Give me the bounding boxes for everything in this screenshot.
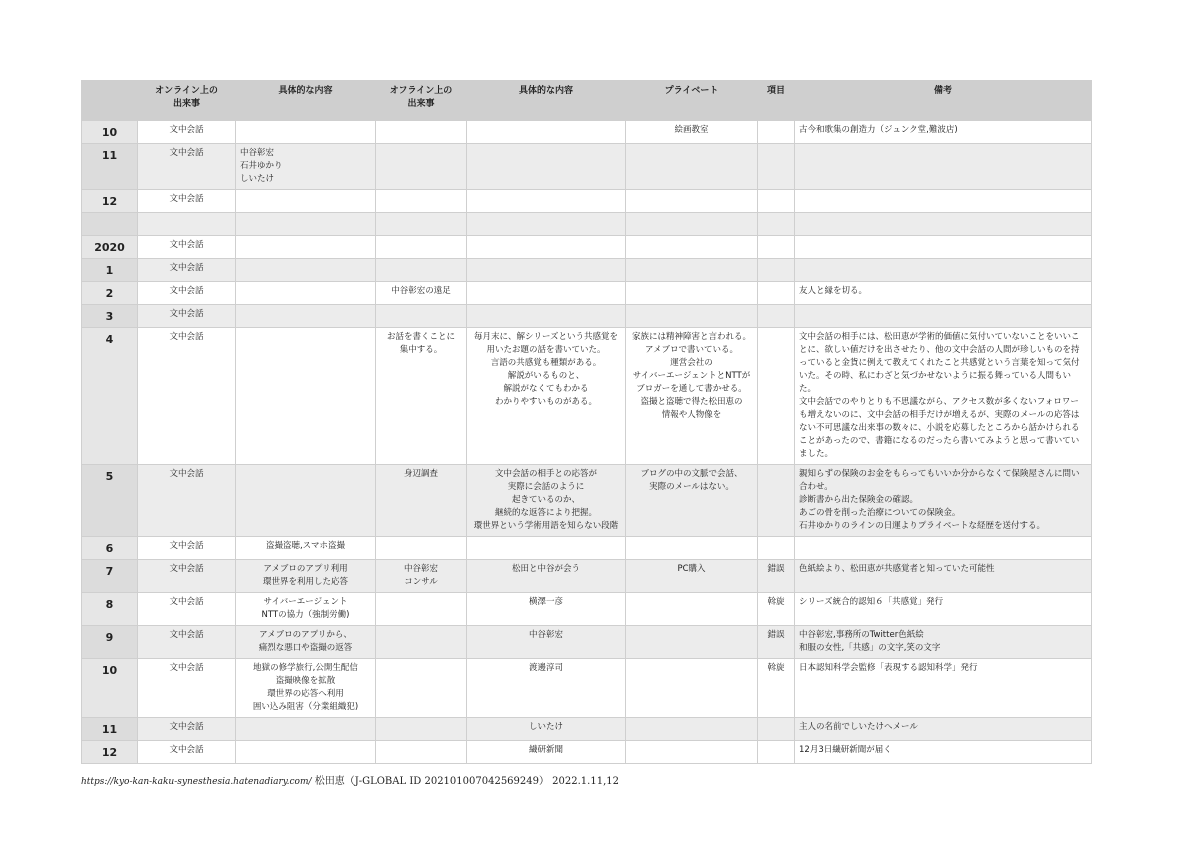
table-row: [82, 741, 1092, 764]
notes-cell: [795, 213, 1092, 236]
online-event-cell: 文中会話: [138, 718, 236, 741]
offline-detail-cell: 中谷彰宏: [467, 626, 626, 659]
offline-event-cell: [376, 626, 467, 659]
offline-detail-cell: [467, 144, 626, 190]
private-cell: [626, 659, 758, 718]
online-detail-cell: [236, 259, 376, 282]
item-cell: [758, 537, 795, 560]
header-offline-events: オフライン上の 出来事: [376, 81, 467, 121]
private-cell: [626, 305, 758, 328]
offline-event-cell: [376, 537, 467, 560]
synesthesia-timeline-table: [81, 80, 1092, 764]
table-row: [82, 282, 1092, 305]
table-row: [82, 190, 1092, 213]
private-cell: [626, 282, 758, 305]
item-cell: 錯誤: [758, 560, 795, 593]
offline-detail-cell: 繊研新聞: [467, 741, 626, 764]
online-detail-cell: [236, 282, 376, 305]
offline-detail-cell: [467, 121, 626, 144]
offline-detail-cell: [467, 305, 626, 328]
row-label: 8: [82, 593, 138, 626]
offline-event-cell: [376, 593, 467, 626]
offline-detail-cell: [467, 213, 626, 236]
private-cell: ブログの中の文脈で会話、 実際のメールはない。: [626, 465, 758, 537]
item-cell: 斡旋: [758, 659, 795, 718]
notes-cell: 親知らずの保険のお金をもらってもいいか分からなくて保険屋さんに問い合わせ。 診断書から出た保険金の確認。 あごの骨を削った治療についての保険金。 石井ゆかりのラインの日運よりプライベートな経歴を送付する。: [795, 465, 1092, 537]
online-event-cell: 文中会話: [138, 593, 236, 626]
offline-detail-cell: [467, 282, 626, 305]
private-cell: 家族には精神障害と言われる。 アメブロで書いている。 運営会社の サイバーエージェントとNTTが ブロガーを通して書かせる。 盗撮と盗聴で得た松田恵の 情報や人物像を: [626, 328, 758, 465]
notes-cell: 中谷彰宏,事務所のTwitter色紙絵 和服の女性,「共感」の文字,笑の文字: [795, 626, 1092, 659]
row-label: [82, 213, 138, 236]
row-label: 11: [82, 718, 138, 741]
table-row: [82, 259, 1092, 282]
item-cell: [758, 190, 795, 213]
online-detail-cell: サイバーエージェント NTTの協力（強制労働): [236, 593, 376, 626]
online-detail-cell: [236, 741, 376, 764]
table-row: [82, 659, 1092, 718]
offline-event-cell: [376, 659, 467, 718]
row-label: 2020: [82, 236, 138, 259]
online-event-cell: 文中会話: [138, 282, 236, 305]
item-cell: [758, 259, 795, 282]
online-event-cell: 文中会話: [138, 121, 236, 144]
online-detail-cell: 中谷彰宏 石井ゆかり しいたけ: [236, 144, 376, 190]
row-label: 12: [82, 190, 138, 213]
row-label: 10: [82, 659, 138, 718]
offline-detail-cell: [467, 537, 626, 560]
private-cell: [626, 718, 758, 741]
notes-cell: 色紙絵より、松田恵が共感覚者と知っていた可能性: [795, 560, 1092, 593]
footer: [81, 772, 619, 787]
online-detail-cell: [236, 328, 376, 465]
row-label: 1: [82, 259, 138, 282]
row-label: 6: [82, 537, 138, 560]
offline-detail-cell: 横澤一彦: [467, 593, 626, 626]
online-detail-cell: [236, 465, 376, 537]
row-label: 7: [82, 560, 138, 593]
item-cell: 斡旋: [758, 593, 795, 626]
online-detail-cell: [236, 236, 376, 259]
online-detail-cell: アメブロのアプリから、 痛烈な悪口や盗撮の返答: [236, 626, 376, 659]
row-label: 2: [82, 282, 138, 305]
online-event-cell: 文中会話: [138, 144, 236, 190]
notes-cell: シリーズ統合的認知６「共感覚」発行: [795, 593, 1092, 626]
private-cell: [626, 593, 758, 626]
table-row: [82, 465, 1092, 537]
online-event-cell: 文中会話: [138, 259, 236, 282]
private-cell: 絵画教室: [626, 121, 758, 144]
online-event-cell: 文中会話: [138, 236, 236, 259]
item-cell: [758, 236, 795, 259]
online-event-cell: 文中会話: [138, 305, 236, 328]
offline-event-cell: 中谷彰宏 コンサル: [376, 560, 467, 593]
notes-cell: 古今和歌集の創造力（ジュンク堂,難波店): [795, 121, 1092, 144]
offline-event-cell: [376, 741, 467, 764]
notes-cell: [795, 144, 1092, 190]
offline-event-cell: [376, 121, 467, 144]
header-private: プライベート: [626, 81, 758, 121]
online-detail-cell: [236, 190, 376, 213]
online-event-cell: 文中会話: [138, 741, 236, 764]
online-event-cell: 文中会話: [138, 537, 236, 560]
online-detail-cell: [236, 213, 376, 236]
offline-event-cell: 中谷彰宏の遠足: [376, 282, 467, 305]
row-label: 11: [82, 144, 138, 190]
offline-detail-cell: 毎月末に、解シリーズという共感覚を 用いたお題の話を書いていた。 言語の共感覚も種類がある。 解説がいるものと、 解説がなくてもわかる わかりやすいものがある。: [467, 328, 626, 465]
item-cell: [758, 328, 795, 465]
private-cell: [626, 213, 758, 236]
offline-detail-cell: 渡邊淳司: [467, 659, 626, 718]
offline-event-cell: 身辺調査: [376, 465, 467, 537]
header-row-label: [82, 81, 138, 121]
online-detail-cell: [236, 718, 376, 741]
item-cell: [758, 718, 795, 741]
offline-event-cell: [376, 305, 467, 328]
notes-cell: 友人と縁を切る。: [795, 282, 1092, 305]
private-cell: [626, 259, 758, 282]
table-row: [82, 144, 1092, 190]
item-cell: [758, 282, 795, 305]
table-row: [82, 537, 1092, 560]
item-cell: [758, 465, 795, 537]
online-event-cell: 文中会話: [138, 465, 236, 537]
row-label: 10: [82, 121, 138, 144]
table-row: [82, 328, 1092, 465]
footer-author-id: 松田恵（J-GLOBAL ID 202101007042569249） 2022.1.11,12: [314, 776, 619, 787]
item-cell: [758, 305, 795, 328]
item-cell: 錯誤: [758, 626, 795, 659]
header-online-details: 具体的な内容: [236, 81, 376, 121]
offline-detail-cell: 文中会話の相手との応答が 実際に会話のように 起きているのか、 継続的な返答により把握。 環世界という学術用語を知らない段階: [467, 465, 626, 537]
online-event-cell: [138, 213, 236, 236]
notes-cell: [795, 259, 1092, 282]
online-event-cell: 文中会話: [138, 626, 236, 659]
online-detail-cell: アメブロのアプリ利用 環世界を利用した応答: [236, 560, 376, 593]
row-label: 3: [82, 305, 138, 328]
offline-event-cell: [376, 190, 467, 213]
header-offline-details: 具体的な内容: [467, 81, 626, 121]
item-cell: [758, 741, 795, 764]
offline-event-cell: お話を書くことに 集中する。: [376, 328, 467, 465]
online-event-cell: 文中会話: [138, 560, 236, 593]
offline-detail-cell: [467, 190, 626, 213]
notes-cell: 文中会話の相手には、松田恵が学術的価値に気付いていないことをいいことに、欲しい値だけを出させたり、他の文中会話の人間が珍しいものを持っていると金貨に例えて教えてくれたこと共感覚という言葉を知って気付いた。その時、私にわざと気づかせないように振る舞っている人間もいた。 文中会話でのやりとりも不思議ながら、アクセス数が多くないフォロワーも増えないのに、文中会話の相手だけが増えるが、実際のメールの応答はない不可思議な出来事の数々に、小説を応募したところから話かけられることがあったので、書籍になるのだったら書いてみようと思って書いていました。: [795, 328, 1092, 465]
table-row: [82, 305, 1092, 328]
table-row: [82, 236, 1092, 259]
notes-cell: [795, 190, 1092, 213]
online-detail-cell: [236, 121, 376, 144]
notes-cell: 12月3日繊研新聞が届く: [795, 741, 1092, 764]
table-row: [82, 593, 1092, 626]
private-cell: [626, 236, 758, 259]
online-detail-cell: 地獄の修学旅行,公開生配信 盗撮映像を拡散 環世界の応答へ利用 囲い込み阻害（分業組織犯): [236, 659, 376, 718]
private-cell: [626, 190, 758, 213]
online-event-cell: 文中会話: [138, 190, 236, 213]
header-online-events: オンライン上の 出来事: [138, 81, 236, 121]
table-row: [82, 626, 1092, 659]
offline-detail-cell: [467, 259, 626, 282]
offline-detail-cell: しいたけ: [467, 718, 626, 741]
private-cell: PC購入: [626, 560, 758, 593]
private-cell: [626, 144, 758, 190]
private-cell: [626, 626, 758, 659]
table-row: [82, 121, 1092, 144]
row-label: 12: [82, 741, 138, 764]
notes-cell: [795, 236, 1092, 259]
item-cell: [758, 121, 795, 144]
row-label: 9: [82, 626, 138, 659]
notes-cell: 日本認知科学会監修「表現する認知科学」発行: [795, 659, 1092, 718]
online-event-cell: 文中会話: [138, 659, 236, 718]
offline-event-cell: [376, 144, 467, 190]
offline-event-cell: [376, 718, 467, 741]
offline-detail-cell: 松田と中谷が会う: [467, 560, 626, 593]
offline-detail-cell: [467, 236, 626, 259]
item-cell: [758, 213, 795, 236]
row-label: 4: [82, 328, 138, 465]
table-row: [82, 560, 1092, 593]
online-event-cell: 文中会話: [138, 328, 236, 465]
notes-cell: [795, 537, 1092, 560]
online-detail-cell: [236, 305, 376, 328]
header-item: 項目: [758, 81, 795, 121]
offline-event-cell: [376, 213, 467, 236]
header-row: [82, 81, 1092, 121]
online-detail-cell: 盗撮盗聴,スマホ盗撮: [236, 537, 376, 560]
header-notes: 備考: [795, 81, 1092, 121]
notes-cell: [795, 305, 1092, 328]
item-cell: [758, 144, 795, 190]
table-row: [82, 718, 1092, 741]
row-label: 5: [82, 465, 138, 537]
private-cell: [626, 741, 758, 764]
offline-event-cell: [376, 259, 467, 282]
table-row: [82, 213, 1092, 236]
notes-cell: 主人の名前でしいたけへメール: [795, 718, 1092, 741]
footer-url[interactable]: https://kyo-kan-kaku-synesthesia.hatenadiary.com/: [81, 777, 312, 787]
offline-event-cell: [376, 236, 467, 259]
private-cell: [626, 537, 758, 560]
